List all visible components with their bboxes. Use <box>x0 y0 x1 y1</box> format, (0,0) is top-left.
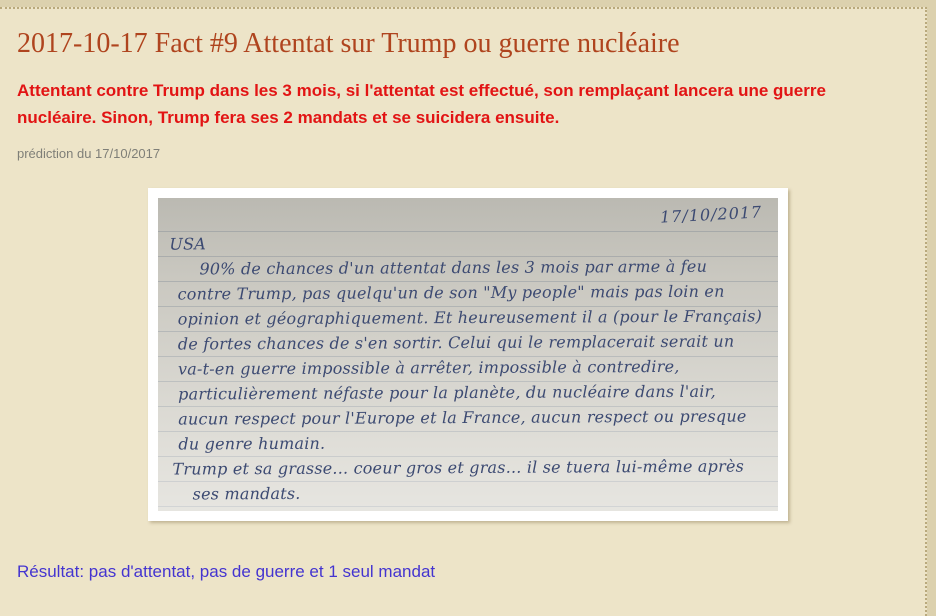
result-link[interactable]: Résultat: pas d'attentat, pas de guerre et 1 seul mandat <box>17 562 436 582</box>
handwritten-line: particulièrement néfaste pour la planète, du nucléaire dans l'air, <box>178 381 716 404</box>
handwritten-line: ses mandats. <box>192 484 301 504</box>
post-summary-text: Attentant contre Trump dans les 3 mois, si l'attentat est effectué, son remplaçant lancera une guerre nucléaire. Sinon, Trump fera ses 2 mandats et se suicidera ensuite. <box>17 81 826 128</box>
handwritten-line: opinion et géographiquement. Et heureusement il a (pour le Français) <box>177 306 763 329</box>
handwritten-line: contre Trump, pas quelqu'un de son "My people" mais pas loin en <box>177 281 725 304</box>
handwritten-line: va-t-en guerre impossible à arrêter, impossible à contredire, <box>177 357 680 379</box>
handwritten-line: USA <box>169 234 207 254</box>
blog-post-page <box>0 7 927 616</box>
handwritten-line: Trump et sa grasse... coeur gros et gras... il se tuera lui-même après <box>172 456 745 479</box>
post-title[interactable]: 2017-10-17 Fact #9 Attentat sur Trump ou guerre nucléaire <box>17 28 680 59</box>
handwritten-text <box>165 229 771 507</box>
post-prediction-date: prédiction du 17/10/2017 <box>17 146 161 162</box>
handwritten-line: 90% de chances d'un attentat dans les 3 mois par arme à feu <box>199 256 708 279</box>
handwritten-line: de fortes chances de s'en sortir. Celui qui le remplacerait serait un <box>177 331 735 354</box>
handwritten-line: du genre humain. <box>178 433 326 454</box>
handwritten-line: aucun respect pour l'Europe et la France, aucun respect ou presque <box>178 406 747 429</box>
lined-paper <box>158 198 778 511</box>
handwritten-note-photo[interactable] <box>148 188 788 521</box>
handwritten-date: 17/10/2017 <box>659 202 763 227</box>
